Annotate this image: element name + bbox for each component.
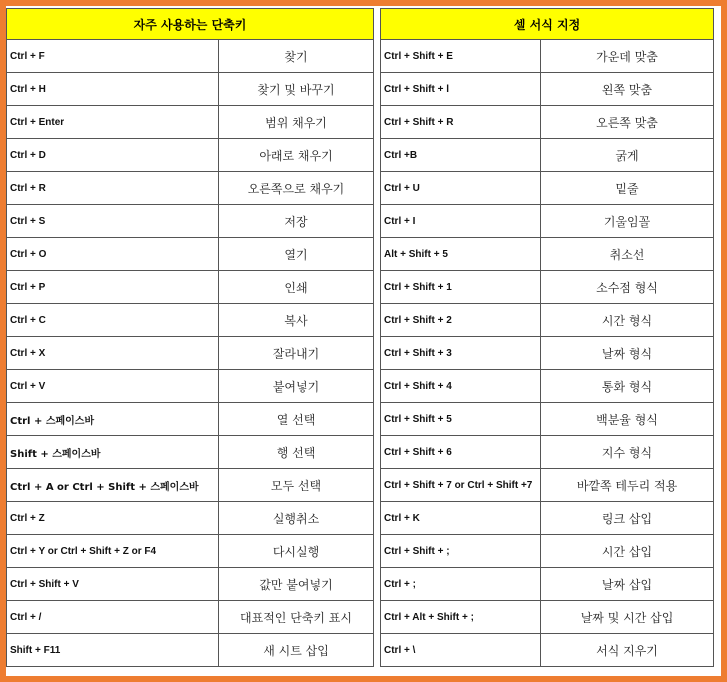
shortcut-description: 시간 형식 [541,304,714,337]
shortcut-key: Ctrl + A or Ctrl + Shift + 스페이스바 [7,469,219,502]
cell-format-title: 셀 서식 지정 [381,9,714,40]
table-row [7,535,374,568]
common-shortcuts-table [6,8,374,667]
shortcut-description: 가운데 맞춤 [541,40,714,73]
shortcut-key: Ctrl + I [381,205,541,238]
shortcut-key: Ctrl + Shift + 6 [381,436,541,469]
shortcut-key: Ctrl + Shift + 5 [381,403,541,436]
shortcut-key: Ctrl + U [381,172,541,205]
shortcut-key: Ctrl + H [7,73,219,106]
shortcut-key: Ctrl + / [7,601,219,634]
table-row [381,40,714,73]
shortcut-description: 통화 형식 [541,370,714,403]
table-row [7,205,374,238]
shortcut-description: 아래로 채우기 [219,139,374,172]
table-row [381,139,714,172]
table-row [7,403,374,436]
shortcut-description: 붙여넣기 [219,370,374,403]
shortcut-description: 실행취소 [219,502,374,535]
shortcut-description: 열기 [219,238,374,271]
table-row [381,436,714,469]
table-row [381,238,714,271]
shortcut-description: 소수점 형식 [541,271,714,304]
shortcut-description: 범위 채우기 [219,106,374,139]
table-row [7,238,374,271]
shortcut-description: 굵게 [541,139,714,172]
table-row [381,601,714,634]
table-row [7,436,374,469]
table-row [381,568,714,601]
shortcut-description: 지수 형식 [541,436,714,469]
shortcut-key: Ctrl + D [7,139,219,172]
common-shortcuts-title: 자주 사용하는 단축키 [7,9,374,40]
shortcut-key: Ctrl + 스페이스바 [7,403,219,436]
table-row [7,304,374,337]
shortcut-key: Ctrl + X [7,337,219,370]
shortcut-key: Ctrl + Shift + 1 [381,271,541,304]
shortcut-description: 복사 [219,304,374,337]
shortcut-description: 다시실행 [219,535,374,568]
table-row [7,139,374,172]
table-row [381,172,714,205]
table-row [381,205,714,238]
shortcut-key: Ctrl + R [7,172,219,205]
table-row [381,106,714,139]
shortcut-description: 인쇄 [219,271,374,304]
table-row [7,271,374,304]
shortcut-description: 서식 지우기 [541,634,714,667]
shortcut-description: 날짜 삽입 [541,568,714,601]
shortcut-key: Ctrl + ; [381,568,541,601]
table-row [7,502,374,535]
shortcut-description: 시간 삽입 [541,535,714,568]
shortcut-key: Ctrl + Shift + 4 [381,370,541,403]
shortcut-key: Ctrl + Z [7,502,219,535]
table-row [7,634,374,667]
shortcut-description: 찾기 및 바꾸기 [219,73,374,106]
shortcut-description: 기울임꼴 [541,205,714,238]
shortcut-key: Ctrl + Shift + E [381,40,541,73]
shortcut-key: Ctrl + K [381,502,541,535]
shortcut-key: Ctrl +B [381,139,541,172]
shortcut-description: 밑줄 [541,172,714,205]
table-row [7,73,374,106]
shortcut-key: Shift + F11 [7,634,219,667]
table-row [381,634,714,667]
shortcut-description: 행 선택 [219,436,374,469]
table-row [381,535,714,568]
table-row [381,502,714,535]
shortcut-key: Ctrl + Shift + l [381,73,541,106]
shortcut-description: 모두 선택 [219,469,374,502]
shortcut-description: 날짜 및 시간 삽입 [541,601,714,634]
shortcut-key: Ctrl + \ [381,634,541,667]
table-row [7,568,374,601]
table-row [7,106,374,139]
table-row [381,469,714,502]
shortcut-description: 날짜 형식 [541,337,714,370]
shortcut-key: Ctrl + P [7,271,219,304]
table-row [7,370,374,403]
shortcut-description: 찾기 [219,40,374,73]
shortcut-key: Ctrl + Alt + Shift + ; [381,601,541,634]
table-row [381,403,714,436]
table-row [7,40,374,73]
shortcut-description: 오른쪽으로 채우기 [219,172,374,205]
shortcut-key: Ctrl + Shift + 2 [381,304,541,337]
table-row [381,370,714,403]
table-row [7,172,374,205]
shortcut-description: 오른쪽 맞춤 [541,106,714,139]
shortcut-key: Ctrl + Shift + V [7,568,219,601]
shortcut-key: Ctrl + Enter [7,106,219,139]
table-row [381,271,714,304]
shortcut-description: 대표적인 단축키 표시 [219,601,374,634]
shortcut-description: 바깥쪽 테두리 적용 [541,469,714,502]
shortcut-key: Ctrl + Shift + ; [381,535,541,568]
shortcut-key: Ctrl + Y or Ctrl + Shift + Z or F4 [7,535,219,568]
shortcut-key: Ctrl + Shift + 7 or Ctrl + Shift +7 [381,469,541,502]
table-row [7,601,374,634]
shortcut-key: Ctrl + O [7,238,219,271]
shortcut-key: Ctrl + F [7,40,219,73]
shortcut-description: 왼쪽 맞춤 [541,73,714,106]
shortcut-key: Alt + Shift + 5 [381,238,541,271]
shortcut-description: 새 시트 삽입 [219,634,374,667]
shortcut-key: Ctrl + C [7,304,219,337]
table-row [7,337,374,370]
shortcut-description: 백분율 형식 [541,403,714,436]
table-row [381,337,714,370]
shortcut-key: Ctrl + S [7,205,219,238]
shortcut-description: 링크 삽입 [541,502,714,535]
shortcut-description: 저장 [219,205,374,238]
shortcut-key: Ctrl + V [7,370,219,403]
shortcut-description: 잘라내기 [219,337,374,370]
table-row [381,73,714,106]
shortcut-key: Ctrl + Shift + R [381,106,541,139]
table-row [7,469,374,502]
shortcut-key: Shift + 스페이스바 [7,436,219,469]
shortcut-description: 열 선택 [219,403,374,436]
table-row [381,304,714,337]
shortcut-description: 취소선 [541,238,714,271]
shortcut-key: Ctrl + Shift + 3 [381,337,541,370]
shortcut-description: 값만 붙여넣기 [219,568,374,601]
cell-format-table [380,8,714,667]
